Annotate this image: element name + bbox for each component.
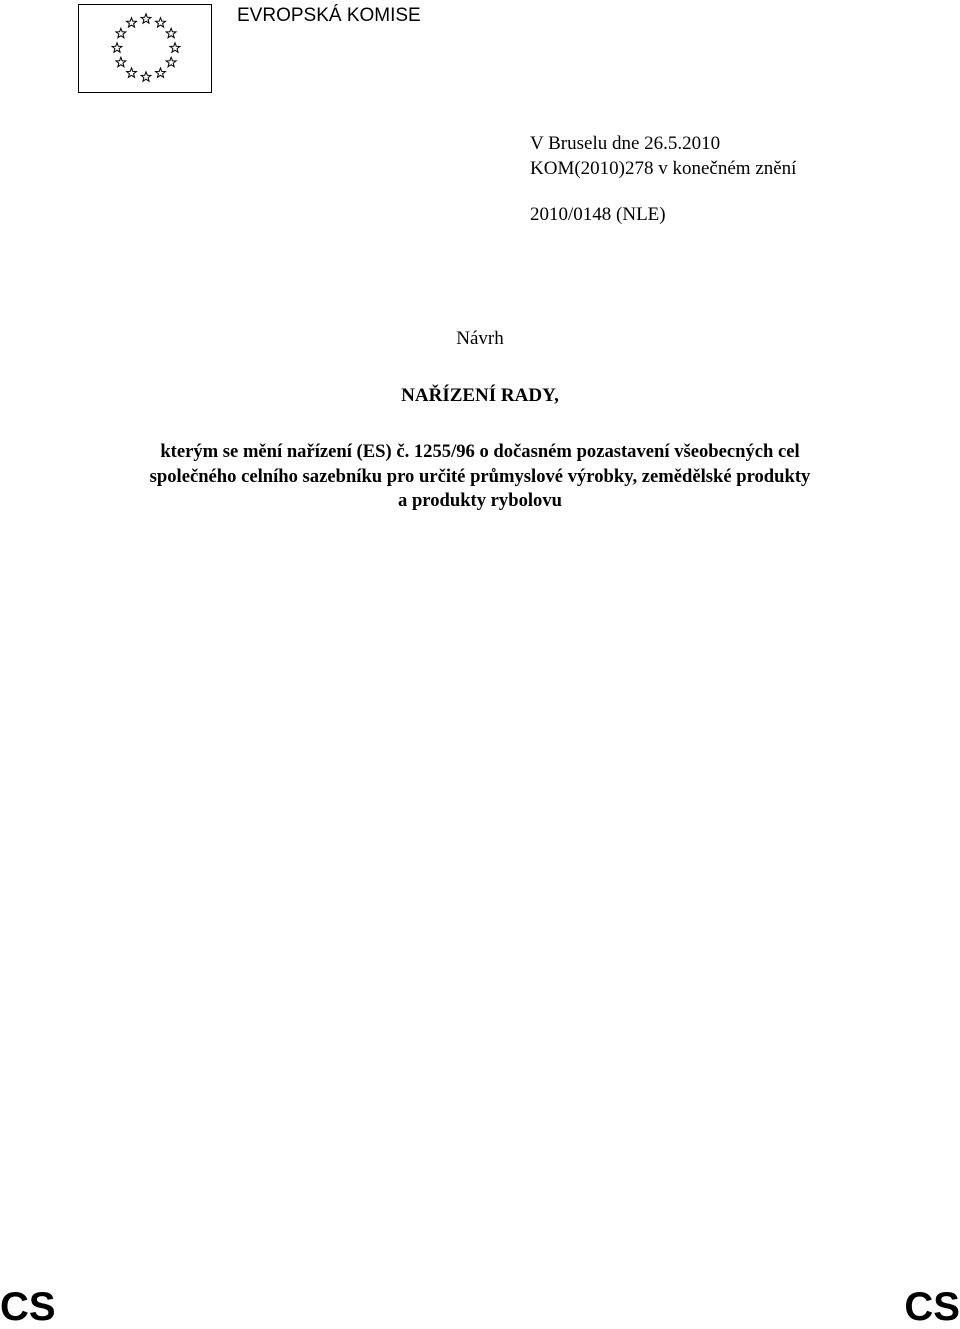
language-code-left: CS — [0, 1285, 56, 1329]
document-type: Návrh — [456, 328, 504, 349]
subtitle-line-2: společného celního sazebníku pro určité průmyslové výrobky, zemědělské produkty — [149, 465, 811, 487]
subtitle-line-1: kterým se mění nařízení (ES) č. 1255/96 o dočasném pozastavení všeobecných cel — [160, 441, 800, 462]
eu-flag-stars-icon — [79, 5, 213, 94]
procedure-number: 2010/0148 (NLE) — [530, 204, 666, 225]
subtitle-line-3: a produkty rybolovu — [398, 490, 562, 511]
star-icon — [156, 68, 166, 77]
institution-name: EVROPSKÁ KOMISE — [237, 5, 421, 26]
language-code-right: CS — [904, 1285, 960, 1329]
star-icon — [170, 43, 180, 52]
eu-logo — [78, 4, 212, 93]
star-icon — [116, 57, 126, 66]
star-icon — [116, 28, 126, 37]
star-icon — [156, 18, 166, 27]
document-title: NAŘÍZENÍ RADY, — [401, 385, 559, 406]
star-icon — [141, 72, 151, 81]
document-subtitle — [60, 440, 900, 514]
star-icon — [112, 43, 122, 52]
place-date: V Bruselu dne 26.5.2010 — [530, 133, 721, 154]
star-icon — [127, 68, 137, 77]
star-icon — [166, 57, 176, 66]
star-icon — [127, 18, 137, 27]
star-icon — [166, 28, 176, 37]
star-icon — [141, 14, 151, 23]
document-reference: KOM(2010)278 v konečném znění — [530, 158, 797, 179]
